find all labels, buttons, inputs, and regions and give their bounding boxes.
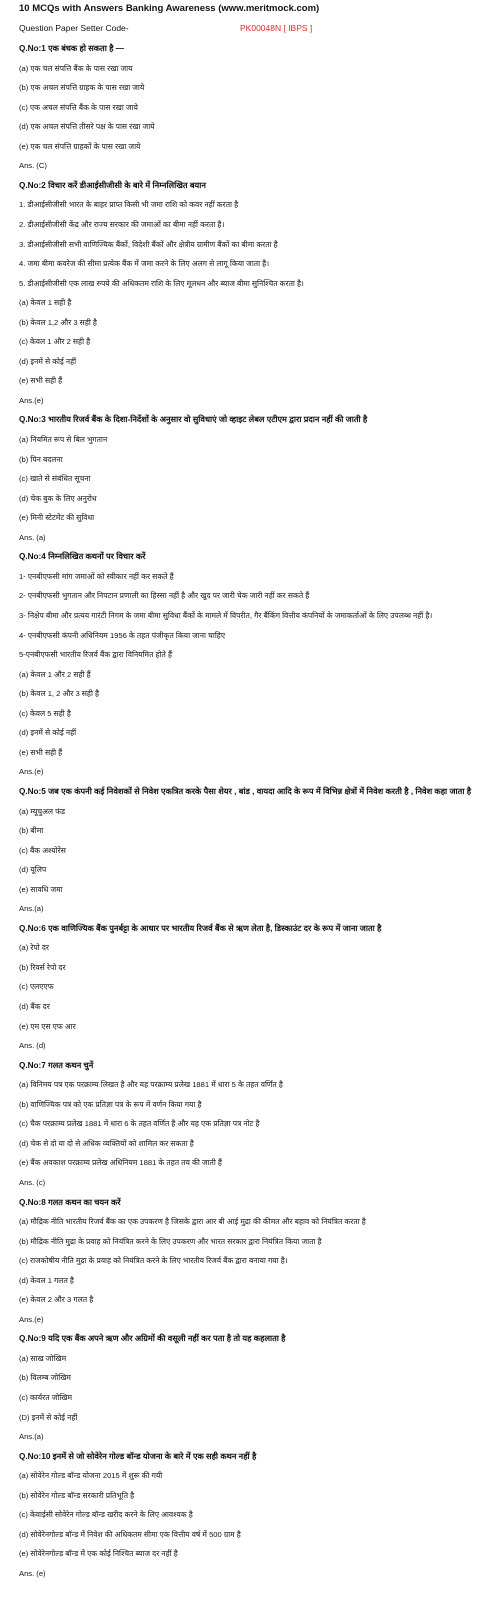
question-heading: Q.No:8 गलत कथन का चयन करें (19, 1197, 121, 1207)
option-line: (b) केवल 1,2 और 3 सही है (19, 317, 97, 327)
question-heading: Q.No:3 भारतीय रिजर्व बैंक के दिशा-निर्देशों के अनुसार वो सुविधाएं जो व्हाइट लेबल एटीएम द्वारा प्रदान नहीं की जाती है (19, 415, 368, 425)
answer-line: Ans. (e) (19, 1568, 46, 1578)
question-heading: Q.No:4 निम्नलिखित कथनों पर विचार करें (19, 552, 146, 562)
option-line: (b) पिन बदलना (19, 454, 63, 464)
option-line: (c) केवाईसी सोवेरेन गोल्ड बॉन्ड खरीद करने के लिए आवश्यक है (19, 1510, 193, 1520)
option-line: (e) एम एस एफ आर (19, 1021, 76, 1031)
option-line: (e) सोवेरेनगोल्ड बॉन्ड में एक कोई निश्चित ब्याज दर नहीं है (19, 1549, 178, 1559)
option-line: (b) रिवर्स रेपो दर (19, 962, 66, 972)
question-heading: Q.No:2 विचार करें डीआईसीजीसी के बारे में निम्नलिखित बयान (19, 180, 206, 190)
option-line: (c) राजकोषीय नीति मुद्रा के प्रवाह को नियंत्रित करने के लिए भारतीय रिजर्व बैंक द्वारा बनाया गया है। (19, 1256, 288, 1266)
answer-line: Ans. (C) (19, 161, 47, 171)
option-line: 2. डीआईसीजीसी केंद्र और राज्य सरकार की जमाओं का बीमा नहीं करता है। (19, 220, 225, 229)
question-heading: Q.No:1 एक बंधक हो सकता है — (19, 44, 124, 53)
option-line: (a) नियमित रूप से बिल भुगतान (19, 435, 108, 444)
option-line: (d) एक अचल संपत्ति तीसरे पक्ष के पास रखा जाये (19, 122, 155, 132)
question-heading: Q.No:6 एक वाणिज्यिक बैंक पुनर्बट्टा के आधार पर भारतीय रिजर्व बैंक से ऋण लेता है, डिस्काउंट दर के रूप में जाना जाता है (19, 923, 382, 933)
option-line: 5. डीआईसीजीसी एक लाख रुपये की अधिकतम राशि के लिए मूलधन और ब्याज बीमा सुनिश्चित करता है। (19, 278, 304, 288)
page-title: 10 MCQs with Answers Banking Awareness (www.meritmock.com) (19, 3, 320, 14)
option-line: (a) रेपो दर (19, 943, 50, 953)
option-line: (b) वाणिज्यिक पत्र को एक प्रतिज्ञा पत्र के रूप में वर्णन किया गया है (19, 1099, 202, 1109)
option-line: (e) केवल 2 और 3 गलत है (19, 1295, 94, 1305)
option-line: 1. डीआईसीजीसी भारत के बाहर प्राप्त किसी भी जमा राशि को कवर नहीं करता है (19, 200, 239, 210)
option-line: (d) बैंक दर (19, 1002, 50, 1011)
option-line: (b) मौद्रिक नीति मुद्रा के प्रवाह को नियंत्रित करने के लिए उपकरण और भारत सरकार द्वारा नियंत्रित किया जाता है (19, 1236, 322, 1246)
option-line: (e) बैंक अवकाश परक्राम्य प्रलेख अधिनियम 1881 के तहत तय की जाती हैं (19, 1158, 222, 1168)
option-line: (a) मौद्रिक नीति भारतीय रिजर्व बैंक का एक उपकरण है जिसके द्वारा आर बी आई मुद्रा की कीमत और बहाव को नियंत्रित करता है (19, 1217, 366, 1226)
option-line: (d) सोवेरेनगोल्ड बॉन्ड में निवेश की अधिकतम सीमा एक वित्तीय वर्ष में 500 ग्राम है (19, 1529, 241, 1539)
option-line: (d) केवल 1 गलत है (19, 1275, 74, 1285)
option-line: 4- एनबीएफसी कंपनी अधिनियम 1956 के तहत पंजीकृत किया जाना चाहिए (19, 630, 226, 640)
option-line: (e) सावधि जमा (19, 884, 63, 894)
option-line: (b) बीमा (19, 826, 44, 835)
option-line: (a) विनिमय पत्र एक परक्राम्य लिखत है और यह परक्राम्य प्रलेख 1881 में धारा 5 के तहत वर्णित है (19, 1080, 283, 1090)
option-line: (c) चैक परक्राम्य प्रलेख 1881 में धारा 6 के तहत वर्णित है और यह एक प्रतिज्ञा पत्र नोट है (19, 1119, 260, 1129)
option-line: (d) चेक से दो या दो से अधिक व्यक्तियों को शामिल कर सकता है (19, 1138, 194, 1148)
option-line: (c) बैंक अश्योरेंस (19, 845, 66, 855)
question-heading: Q.No:9 यदि एक बैंक अपने ऋण और अग्रिमों की वसूली नहीं कर पता है तो यह कहलाता है (19, 1334, 286, 1344)
setter-code-label: Question Paper Setter Code- (19, 23, 129, 33)
option-line: (c) खाते से संबंधित सूचना (19, 474, 91, 484)
option-line: 3. डीआईसीजीसी सभी वाणिज्यिक बैंकों, विदेशी बैंकों और क्षेत्रीय ग्रामीण बैंकों का बीमा करता है (19, 239, 278, 249)
option-line: (e) सभी सही हैं (19, 747, 63, 757)
option-line: (a) साख जोखिम (19, 1353, 67, 1363)
option-line: 4. जमा बीमा कवरेज की सीमा प्रत्येक बैंक में जमा करने के लिए अलग से लागू किया जाता है। (19, 259, 270, 269)
answer-line: Ans.(a) (19, 904, 44, 914)
option-line: 5-एनबीएफसी भारतीय रिजर्व बैंक द्वारा विनियमित होते हैं (19, 650, 172, 660)
answer-line: Ans.(e) (19, 767, 44, 777)
option-line: 2- एनबीएफसी भुगतान और निपटान प्रणाली का हिस्सा नहीं है और खुद पर जारी चेक जारी नहीं कर सकते हैं (19, 591, 310, 601)
option-line: (D) इनमें से कोई नहीं (19, 1412, 78, 1422)
option-line: (c) केवल 1 और 2 सही है (19, 337, 91, 347)
option-line: (c) कार्यरत जोखिम (19, 1393, 73, 1402)
option-line: (d) इनमें से कोई नहीं (19, 356, 77, 366)
option-line: (d) इनमें से कोई नहीं (19, 728, 77, 738)
option-line: (d) यूलिप (19, 865, 47, 875)
option-line: (b) सोवेरेन गोल्ड बॉन्ड सरकारी प्रतिभूति है (19, 1490, 135, 1500)
answer-line: Ans.(a) (19, 1432, 44, 1441)
option-line: 3- निक्षेप बीमा और प्रत्यय गारंटी निगम के जमा बीमा सुविधा बैंकों के मामले में विपरीत, गैर बैंकिंग वित्तीय कंपनियों के जमाकर्ताओं के लिए उपलब्ध नहीं है। (19, 611, 433, 620)
option-line: (a) केवल 1 सही है (19, 298, 72, 308)
option-line: (a) म्यूचुअल फंड (19, 806, 66, 816)
answer-line: Ans. (c) (19, 1177, 46, 1187)
setter-code-value: PK00048N [ IBPS ] (240, 23, 313, 33)
option-line: (c) केवल 5 सही है (19, 708, 71, 718)
answer-line: Ans.(e) (19, 1314, 44, 1324)
answer-line: Ans.(e) (19, 395, 44, 405)
option-line: (b) एक अचल संपत्ति ग्राहक के पास रखा जाये (19, 83, 145, 93)
option-line: (a) एक चल संपत्ति बैंक के पास रखा जाय (19, 63, 133, 73)
answer-line: Ans. (a) (19, 532, 46, 542)
option-line: 1- एनबीएफसी मांग जमाओं को स्वीकार नहीं कर सकते हैं (19, 571, 174, 581)
option-line: (c) एक अचल संपत्ति बैंक के पास रखा जाये (19, 102, 138, 112)
option-line: (a) सोवेरेन गोल्ड बॉन्ड योजना 2015 में शुरू की गयी (19, 1471, 163, 1481)
question-heading: Q.No:10 इनमें से जो सोवेरेन गोल्ड बॉन्ड योजना के बारे में एक सही कथन नहीं है (19, 1451, 257, 1461)
option-line: (c) एलएएफ (19, 982, 54, 992)
option-line: (b) केवल 1, 2 और 3 सही है (19, 689, 100, 699)
option-line: (e) सभी सही हैं (19, 376, 63, 386)
option-line: (d) चेक बुक के लिए अनुरोध (19, 493, 97, 503)
option-line: (b) विलम्ब जोखिम (19, 1373, 71, 1383)
option-line: (a) केवल 1 और 2 सही हैं (19, 669, 91, 679)
question-heading: Q.No:7 गलत कथन चुनें (19, 1060, 94, 1070)
answer-line: Ans. (d) (19, 1041, 46, 1051)
option-line: (e) एक चल संपत्ति ग्राहकों के पास रखा जाये (19, 141, 141, 151)
option-line: (e) मिनी स्टेटमेंट की सुविधा (19, 513, 95, 523)
question-heading: Q.No:5 जब एक कंपनी कई निवेशकों से निवेश एकत्रित करके पैसा शेयर , बांड , वायदा आदि के रूप में विभिन्न क्षेत्रों में निवेश करती है , निवेश कहा जाता है (19, 786, 472, 796)
